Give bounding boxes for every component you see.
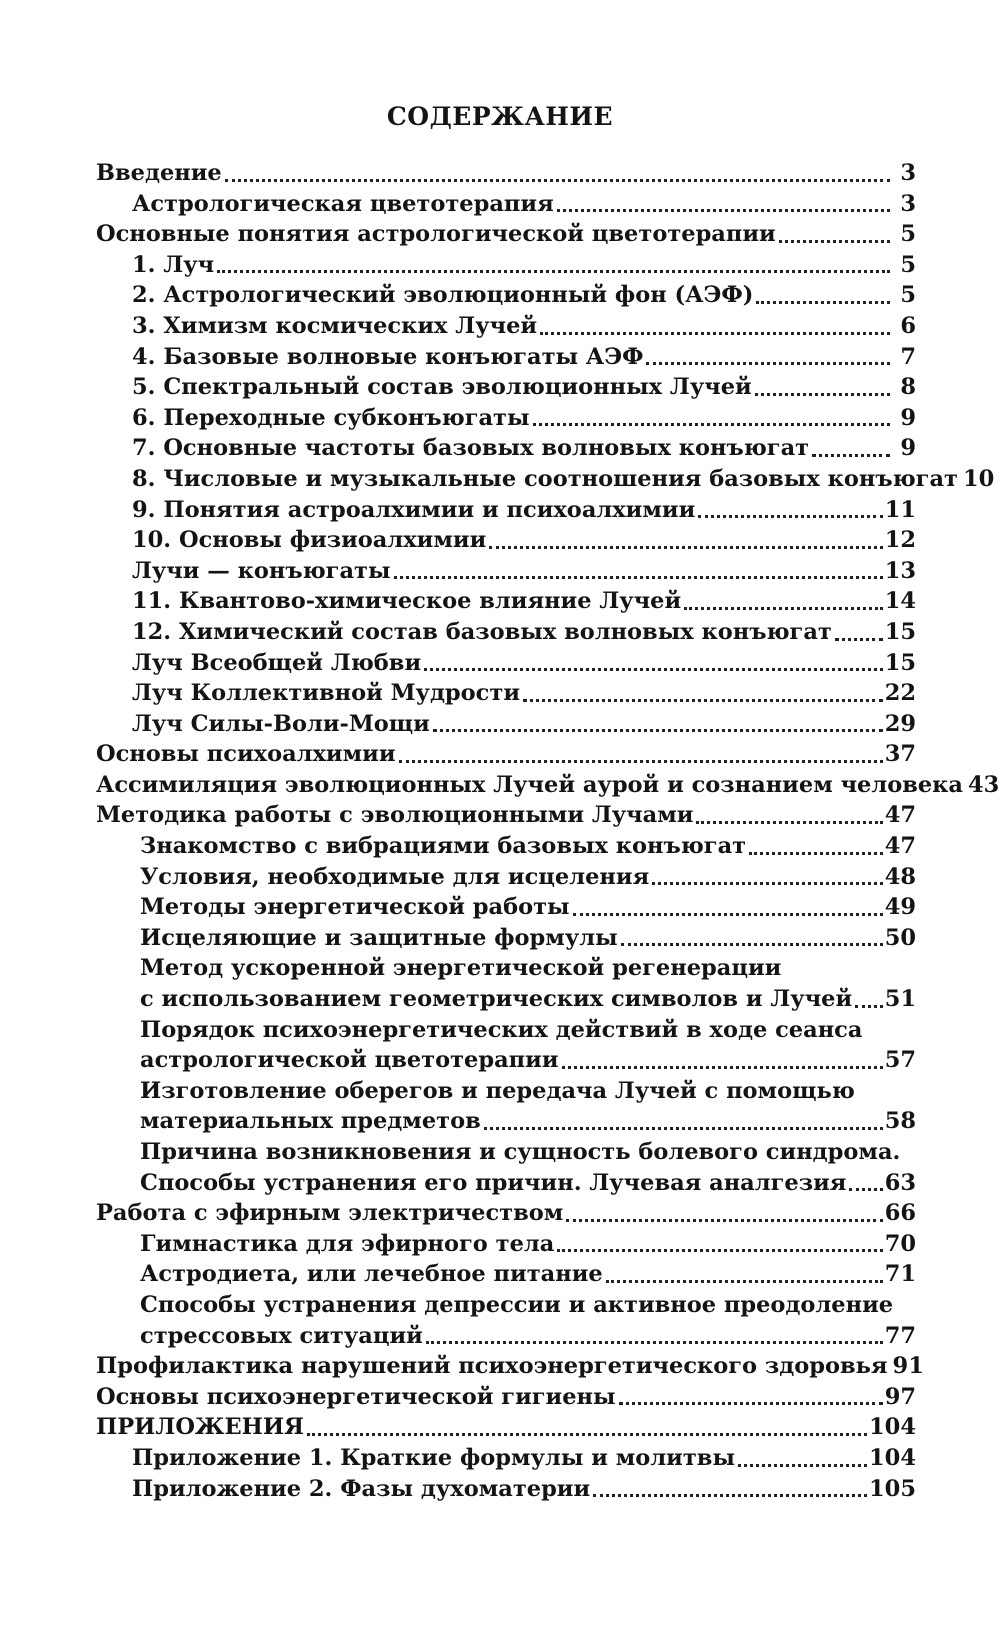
toc-dot-leader [533, 423, 890, 426]
toc-page-number: 6 [900, 312, 916, 339]
toc-page-number: 104 [869, 1414, 916, 1441]
toc-dot-leader [557, 1249, 882, 1252]
toc-page-number: 47 [884, 802, 916, 829]
toc-page-number: 97 [884, 1383, 916, 1410]
toc-entry-label: 4. Базовые волновые конъюгаты АЭФ [132, 343, 644, 370]
toc-dot-leader [540, 332, 890, 335]
toc-entry-label: 8. Числовые и музыкальные соотношения базовых конъюгат [132, 465, 958, 492]
toc-entry [96, 1045, 916, 1076]
toc-page-number: 63 [884, 1169, 916, 1196]
toc-page-number: 57 [884, 1047, 916, 1074]
toc-dot-leader [738, 1464, 867, 1467]
toc-entry-label: Основные понятия астрологической цветотерапии [96, 221, 776, 248]
toc-entry-label: Методы энергетической работы [140, 894, 570, 921]
toc-entry [96, 678, 916, 709]
toc-entry-label: Луч Всеобщей Любви [132, 649, 422, 676]
toc-dot-leader [424, 668, 883, 671]
page-title-text: СОДЕРЖАНИЕ [386, 102, 614, 131]
toc-entry [96, 219, 916, 250]
toc-entry-label: Лучи — конъюгаты [132, 557, 391, 584]
toc-page-number: 9 [900, 435, 916, 462]
toc-page-number: 104 [869, 1444, 916, 1471]
toc-page-number: 7 [900, 343, 916, 370]
toc-page-number: 13 [884, 557, 916, 584]
toc-entry-label: Работа с эфирным электричеством [96, 1200, 564, 1227]
toc-dot-leader [756, 301, 890, 304]
toc-entry-label: Причина возникновения и сущность болевого синдрома. [140, 1139, 901, 1165]
toc-entry-label: Знакомство с вибрациями базовых конъюгат [140, 833, 747, 860]
toc-entry [96, 1015, 916, 1046]
toc-entry [96, 1137, 916, 1168]
toc-entry [96, 1259, 916, 1290]
toc-dot-leader [217, 270, 890, 273]
toc-entry-label: 12. Химический состав базовых волновых конъюгат [132, 618, 832, 645]
toc-entry-label: Изготовление оберегов и передача Лучей с помощью [140, 1077, 855, 1104]
toc-entry [96, 1382, 916, 1413]
toc-dot-leader [307, 1433, 867, 1436]
toc-dot-leader [523, 699, 883, 702]
toc-entry-label: стрессовых ситуаций [140, 1322, 423, 1349]
toc-page-number: 91 [892, 1353, 924, 1380]
toc-entry-label: Методика работы с эволюционными Лучами [96, 802, 694, 829]
toc-dot-leader [566, 1219, 882, 1222]
toc-dot-leader [855, 1005, 883, 1008]
toc-page-number: 50 [884, 924, 916, 951]
toc-entry [96, 617, 916, 648]
toc-dot-leader [426, 1341, 883, 1344]
toc-page-number: 3 [900, 160, 916, 186]
toc-page-number: 5 [900, 282, 916, 309]
toc-entry-label: Приложение 2. Фазы духоматерии [132, 1475, 591, 1502]
toc-entry-label: Профилактика нарушений психоэнергетического здоровья [96, 1353, 888, 1380]
toc-entry [96, 556, 916, 587]
toc-page-number: 49 [884, 894, 916, 921]
toc-entry [96, 342, 916, 373]
toc-entry [96, 464, 995, 495]
toc-page-number: 71 [884, 1261, 916, 1288]
toc-dot-leader [489, 546, 882, 549]
toc-dot-leader [849, 1188, 882, 1191]
toc-entry [96, 770, 1000, 801]
toc-entry [96, 831, 916, 862]
toc-entry [96, 709, 916, 740]
toc-entry [96, 1474, 916, 1505]
toc-page-number: 11 [884, 496, 916, 523]
toc-entry-label: Ассимиляция эволюционных Лучей аурой и сознанием человека [96, 771, 963, 798]
toc-entry [96, 1443, 916, 1474]
toc-page-number: 51 [884, 986, 916, 1013]
page-title [0, 102, 1000, 131]
toc-entry-label: 7. Основные частоты базовых волновых конъюгат [132, 435, 810, 462]
toc-dot-leader [646, 362, 890, 365]
toc-dot-leader [394, 576, 883, 579]
table-of-contents [96, 158, 1000, 1504]
toc-dot-leader [652, 882, 882, 885]
toc-dot-leader [593, 1494, 867, 1497]
toc-entry [96, 158, 916, 189]
toc-page-number: 47 [884, 833, 916, 860]
toc-page-number: 15 [884, 618, 916, 645]
toc-entry-label: 11. Квантово-химическое влияние Лучей [132, 588, 682, 615]
toc-dot-leader [399, 760, 883, 763]
toc-entry [96, 495, 916, 526]
toc-entry-label: Астрологическая цветотерапия [132, 190, 554, 217]
toc-entry-label: Способы устранения его причин. Лучевая аналгезия [140, 1169, 847, 1196]
toc-entry [96, 311, 916, 342]
toc-entry [96, 648, 916, 679]
toc-page-number: 43 [968, 771, 1000, 798]
toc-entry-label: Исцеляющие и защитные формулы [140, 924, 618, 951]
toc-page-number: 58 [884, 1108, 916, 1135]
toc-entry [96, 250, 916, 281]
toc-entry-label: 6. Переходные субконъюгаты [132, 404, 530, 431]
toc-entry [96, 403, 916, 434]
toc-entry [96, 923, 916, 954]
toc-entry-label: Основы психоэнергетической гигиены [96, 1383, 616, 1410]
toc-entry [96, 739, 916, 770]
toc-entry [96, 1076, 916, 1107]
toc-entry-label: Астродиета, или лечебное питание [140, 1261, 603, 1288]
toc-entry-label: 3. Химизм космических Лучей [132, 312, 538, 339]
toc-page-number: 5 [900, 251, 916, 278]
toc-entry [96, 372, 916, 403]
toc-dot-leader [606, 1280, 883, 1283]
toc-dot-leader [755, 393, 890, 396]
toc-page-number: 8 [900, 374, 916, 401]
toc-dot-leader [698, 515, 882, 518]
toc-entry [96, 1351, 924, 1382]
toc-entry-label: Способы устранения депрессии и активное преодоление [140, 1291, 894, 1318]
toc-entry [96, 280, 916, 311]
toc-entry-label: астрологической цветотерапии [140, 1047, 559, 1074]
toc-page-number: 105 [869, 1475, 916, 1502]
toc-entry-label: ПРИЛОЖЕНИЯ [96, 1414, 304, 1441]
toc-dot-leader [835, 638, 883, 641]
toc-dot-leader [696, 821, 882, 824]
toc-entry-label: Основы психоалхимии [96, 741, 396, 768]
toc-dot-leader [557, 209, 890, 212]
toc-entry-label: Порядок психоэнергетических действий в ходе сеанса [140, 1016, 863, 1043]
toc-page-number: 15 [884, 649, 916, 676]
toc-page-number: 22 [884, 680, 916, 707]
toc-dot-leader [484, 1127, 883, 1130]
toc-entry-label: Метод ускоренной энергетической регенерации [140, 955, 782, 982]
toc-entry-label: 2. Астрологический эволюционный фон (АЭФ) [132, 282, 754, 309]
toc-entry [96, 189, 916, 220]
toc-entry [96, 433, 916, 464]
toc-entry [96, 1321, 916, 1352]
toc-dot-leader [812, 454, 890, 457]
toc-dot-leader [433, 729, 883, 732]
toc-dot-leader [621, 943, 883, 946]
toc-page-number: 70 [884, 1230, 916, 1257]
toc-page-number: 9 [900, 404, 916, 431]
toc-entry [96, 862, 916, 893]
toc-entry-label: Луч Коллективной Мудрости [132, 680, 521, 707]
toc-entry-label: 9. Понятия астроалхимии и психоалхимии [132, 496, 696, 523]
toc-dot-leader [779, 240, 890, 243]
toc-entry [96, 1106, 916, 1137]
toc-entry-label: Условия, необходимые для исцеления [140, 863, 650, 890]
toc-entry-label: Введение [96, 160, 222, 186]
toc-entry [96, 586, 916, 617]
toc-dot-leader [684, 607, 883, 610]
toc-entry [96, 800, 916, 831]
toc-entry [96, 1412, 916, 1443]
toc-dot-leader [225, 179, 890, 182]
toc-entry [96, 953, 916, 984]
toc-dot-leader [619, 1402, 883, 1405]
toc-entry [96, 892, 916, 923]
toc-page-number: 37 [884, 741, 916, 768]
toc-entry [96, 984, 916, 1015]
toc-page-number: 48 [884, 863, 916, 890]
toc-entry-label: с использованием геометрических символов и Лучей [140, 986, 853, 1013]
toc-dot-leader [562, 1066, 883, 1069]
toc-page-number: 3 [900, 190, 916, 217]
toc-page-number: 29 [884, 710, 916, 737]
toc-page-number: 12 [884, 527, 916, 554]
toc-entry-label: материальных предметов [140, 1108, 481, 1135]
toc-entry [96, 1168, 916, 1199]
toc-entry-label: Приложение 1. Краткие формулы и молитвы [132, 1444, 735, 1471]
toc-entry-label: Луч Силы-Воли-Мощи [132, 710, 430, 737]
toc-entry-label: 5. Спектральный состав эволюционных Лучей [132, 374, 752, 401]
toc-page-number: 14 [884, 588, 916, 615]
toc-dot-leader [573, 913, 883, 916]
toc-page-number: 66 [884, 1200, 916, 1227]
toc-entry [96, 1229, 916, 1260]
toc-entry-label: Гимнастика для эфирного тела [140, 1230, 555, 1257]
toc-entry [96, 1290, 916, 1321]
toc-page-number: 77 [884, 1322, 916, 1349]
toc-entry [96, 1198, 916, 1229]
toc-page-number: 10 [962, 465, 995, 492]
toc-page-number: 5 [900, 221, 916, 248]
toc-dot-leader [749, 852, 883, 855]
toc-entry-label: 1. Луч [132, 251, 215, 278]
toc-entry-label: 10. Основы физиоалхимии [132, 527, 487, 554]
toc-entry [96, 525, 916, 556]
